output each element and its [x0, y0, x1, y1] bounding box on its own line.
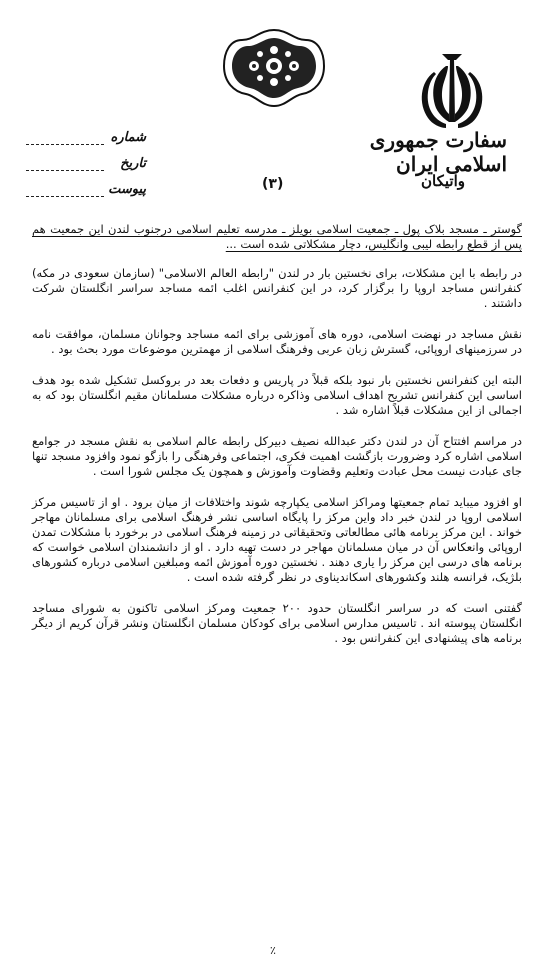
- field-number: [26, 130, 146, 156]
- field-date: [26, 156, 146, 182]
- paragraph-6: او افزود میباید تمام جمعیتها ومراکز اسلامی یکپارچه شوند واختلافات از میان برود . او از تاسیس مرکز اسلامی اروپا در لندن خبر داد واین مرکز را پایگاه اساسی نشر فرهنگ اسلامی برای مسلمانان مهاجر خواند . این مرکز برنامه هائی مطالعاتی وتحقیقاتی در زمینه فرهنگ اسلامی در برخورد با مشکلات تمدن اروپائی وانعکاس آن در میان مسلمانان مهاجر در دست تهیه دارد . او از دانشمندان اسلامی خواست که برنامه های درسی این مرکز را یاری دهند . نخستین دوره آموزش ائمه ومبلغین اسلامی درباره کشورهای بلژیک، فرانسه هلند وکشورهای اسکاندیناوی در نظر گرفته شده است .: [32, 495, 522, 584]
- embassy-city: واتیکان: [421, 172, 465, 190]
- paragraph-4: البته این کنفرانس نخستین بار نبود بلکه قبلاً در پاریس و دفعات بعد در بروکسل تشکیل شده بود هدف اساسی این کنفرانس تشریح اهداف اسلامی وذاکره درباره مشکلات مسلمانان مقیم انگلستان بود که به اجمالی از این مشکلات قبلاً اشاره شد .: [32, 373, 522, 417]
- paragraph-2: در رابطه با این مشکلات، برای نخستین بار در لندن "رابطه العالم الاسلامی" (سازمان سعودی در مکه) کنفرانس مساجد اروپا را برگزار کرد، در این کنفرانس اغلب ائمه مساجد سراسر انگلستان شرکت داشتند .: [32, 266, 522, 310]
- letter-body: [32, 222, 522, 662]
- paragraph-3: نقش مساجد در نهضت اسلامی، دوره های آموزشی برای ائمه مساجد وجوانان مسلمان، موافقت نامه در سرزمینهای اروپائی، گسترش زبان عربی وفرهنگ اسلامی از مهمترین موضوعات مورد بحث بود .: [32, 327, 522, 356]
- page-number: (۳): [262, 176, 284, 192]
- field-attachment-line: [26, 196, 104, 197]
- field-number-line: [26, 144, 104, 145]
- field-attachment-label: پیوست: [108, 182, 146, 197]
- footer-mark: ٪: [270, 944, 276, 957]
- field-attachment: [26, 182, 146, 208]
- field-date-line: [26, 170, 104, 171]
- ornament-seal-icon: [218, 26, 330, 110]
- paragraph-7: گفتنی است که در سراسر انگلستان حدود ۲۰۰ جمعیت ومرکز اسلامی تاکنون به شورای مساجد انگلستان پیوسته اند . تاسیس مدارس اسلامی برای کودکان مسلمان انگلستان ونشر قرآن کریم از دیگر برنامه های پیشنهادی این کنفرانس بود .: [32, 601, 522, 645]
- reference-fields: [26, 130, 146, 208]
- field-date-label: تاریخ: [120, 156, 146, 171]
- paragraph-1: گوستر ـ مسجد بلاک پول ـ جمعیت اسلامی بویلز ـ مدرسه تعلیم اسلامی درجنوب لندن این جمعیت هم پس از قطع رابطه لیبی وانگلیس، دچار مشکلاتی شده است ...: [32, 222, 522, 251]
- field-number-label: شماره: [110, 130, 146, 145]
- paragraph-5: در مراسم افتتاح آن در لندن دکتر عبدالله نصیف دبیرکل رابطه عالم اسلامی به نقش مسجد در جوامع اسلامی اشاره کرد وضرورت بازگشت اهمیت فکری، اجتماعی وفرهنگی را بازگو نمود وافزود مسجد تنها جای عبادت نیست محل عبادت وتعلیم وقضاوت وآموزش و همچون یک مجلس شورا است .: [32, 434, 522, 478]
- embassy-title: سفارت جمهوری اسلامی ایران: [369, 128, 507, 176]
